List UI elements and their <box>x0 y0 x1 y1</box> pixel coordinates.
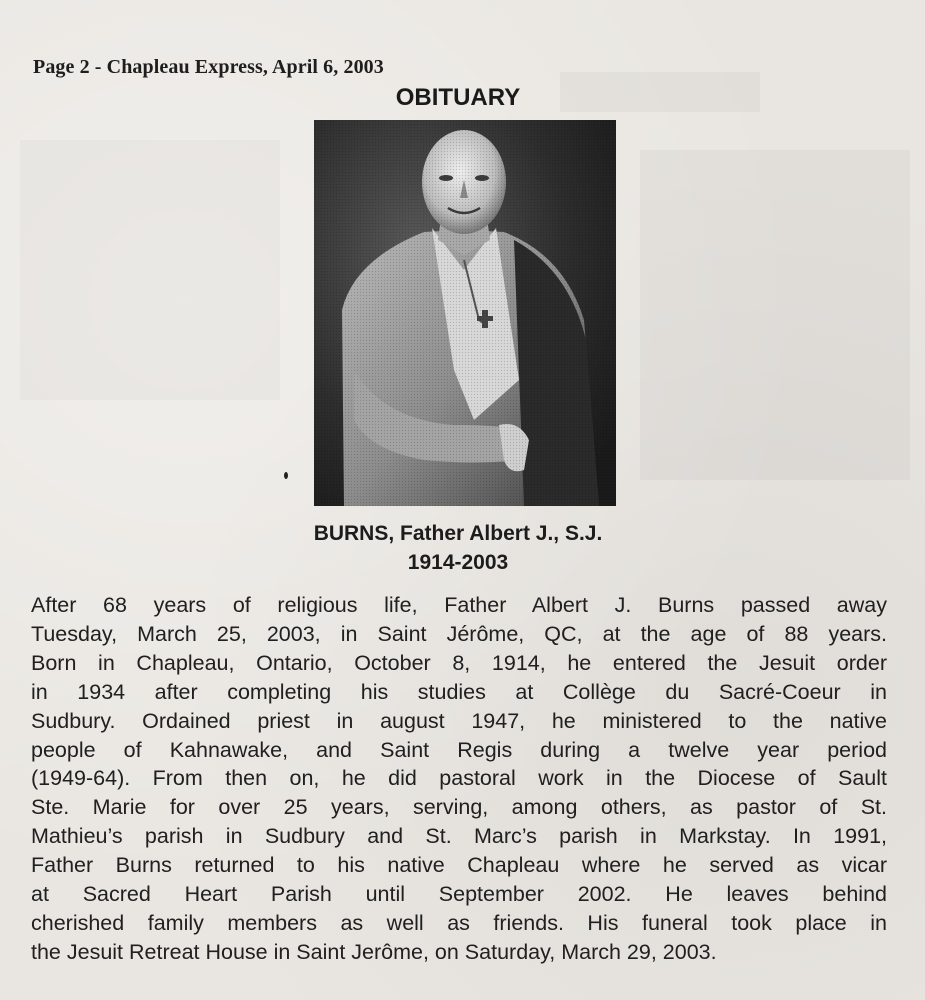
obituary-years: 1914-2003 <box>407 551 509 574</box>
print-speck <box>284 472 288 479</box>
obituary-line: Father Burns returned to his native Chapleau where he served as vicar <box>31 853 887 878</box>
bleed-through-decoration <box>20 140 280 400</box>
obituary-line: Tuesday, March 25, 2003, in Saint Jérôme, QC, at the age of 88 years. <box>31 621 887 646</box>
obituary-line: Ste. Marie for over 25 years, serving, among others, as pastor of St. <box>31 795 887 820</box>
publication-header: Page 2 - Chapleau Express, April 6, 2003 <box>33 56 384 78</box>
obituary-line: at Sacred Heart Parish until September 2002. He leaves behind <box>31 882 887 907</box>
section-title: OBITUARY <box>395 84 521 111</box>
portrait-photo-icon <box>314 120 616 506</box>
obituary-line: cherished family members as well as friends. His funeral took place in <box>31 910 887 935</box>
obituary-body <box>31 591 887 967</box>
obituary-line: After 68 years of religious life, Father Albert J. Burns passed away <box>31 593 887 617</box>
portrait-photo <box>314 120 616 506</box>
obituary-line: (1949-64). From then on, he did pastoral work in the Diocese of Sault <box>31 766 887 791</box>
obituary-line: people of Kahnawake, and Saint Regis during a twelve year period <box>31 737 887 762</box>
obituary-line: the Jesuit Retreat House in Saint Jerôme, on Saturday, March 29, 2003. <box>31 939 717 964</box>
obituary-line: Sudbury. Ordained priest in august 1947, he ministered to the native <box>31 708 887 733</box>
obituary-line: Mathieu’s parish in Sudbury and St. Marc’s parish in Markstay. In 1991, <box>31 824 887 849</box>
bleed-through-decoration <box>640 150 910 480</box>
obituary-line: in 1934 after completing his studies at Collège du Sacré-Coeur in <box>31 679 887 704</box>
obituary-name: BURNS, Father Albert J., S.J. <box>313 522 603 545</box>
obituary-line: Born in Chapleau, Ontario, October 8, 1914, he entered the Jesuit order <box>31 650 887 675</box>
